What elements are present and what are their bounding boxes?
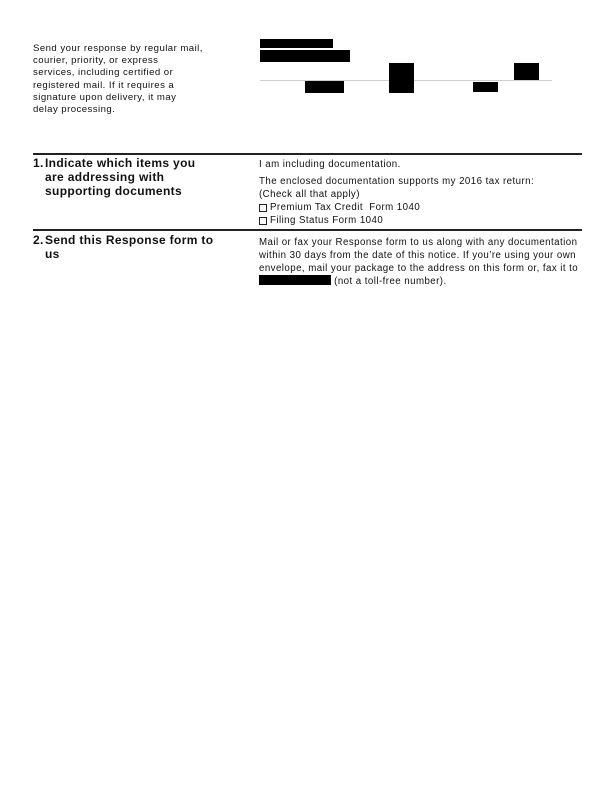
option-label: Filing Status Form 1040 <box>270 215 384 227</box>
heading-line: us <box>45 247 60 261</box>
section-1-body <box>259 158 583 227</box>
section-2-heading <box>33 233 233 261</box>
send-instructions: Mail or fax your Response form to us along with any documentation within 30 days from the date of this notice. If you’re using your own envelope, mail your package to the address on this form or, fax it to <box>259 237 579 275</box>
redaction-bar <box>260 39 333 48</box>
heading-line: Indicate which items you <box>45 156 196 170</box>
section-divider <box>33 229 582 231</box>
toll-free-note: (not a toll-free number). <box>334 276 447 288</box>
section-number: 2. <box>33 233 44 247</box>
intro-line: courier, priority, or express <box>33 55 159 67</box>
section-number: 1. <box>33 156 44 170</box>
intro-line: signature upon delivery, it may <box>33 91 177 103</box>
mailing-instructions <box>33 43 233 116</box>
check-note: (Check all that apply) <box>259 189 360 201</box>
intro-line: Send your response by regular mail, <box>33 43 203 54</box>
section-2-body <box>259 236 583 288</box>
heading-line: supporting documents <box>45 184 182 198</box>
redaction-bar <box>473 82 498 92</box>
heading-line: Send this Response form to <box>45 233 214 247</box>
supports-statement: The enclosed documentation supports my 2016 tax return: <box>259 176 535 188</box>
redaction-bar <box>260 50 350 62</box>
documentation-statement: I am including documentation. <box>259 159 401 170</box>
intro-line: delay processing. <box>33 104 116 116</box>
redaction-bar <box>514 63 539 80</box>
redaction-bar <box>305 81 344 93</box>
intro-line: registered mail. If it requires a <box>33 79 175 91</box>
checkbox[interactable] <box>259 217 267 225</box>
section-divider <box>33 153 582 155</box>
redacted-address-block <box>258 38 554 98</box>
option-label: Premium Tax Credit Form 1040 <box>270 202 421 214</box>
intro-line: services, including certified or <box>33 67 174 79</box>
redacted-fax-number <box>259 275 331 285</box>
heading-line: are addressing with <box>45 170 165 184</box>
redaction-bar <box>389 63 414 93</box>
option-premium-tax-credit[interactable] <box>259 201 583 214</box>
option-filing-status[interactable] <box>259 214 583 227</box>
section-1-heading <box>33 156 233 198</box>
checkbox[interactable] <box>259 204 267 212</box>
